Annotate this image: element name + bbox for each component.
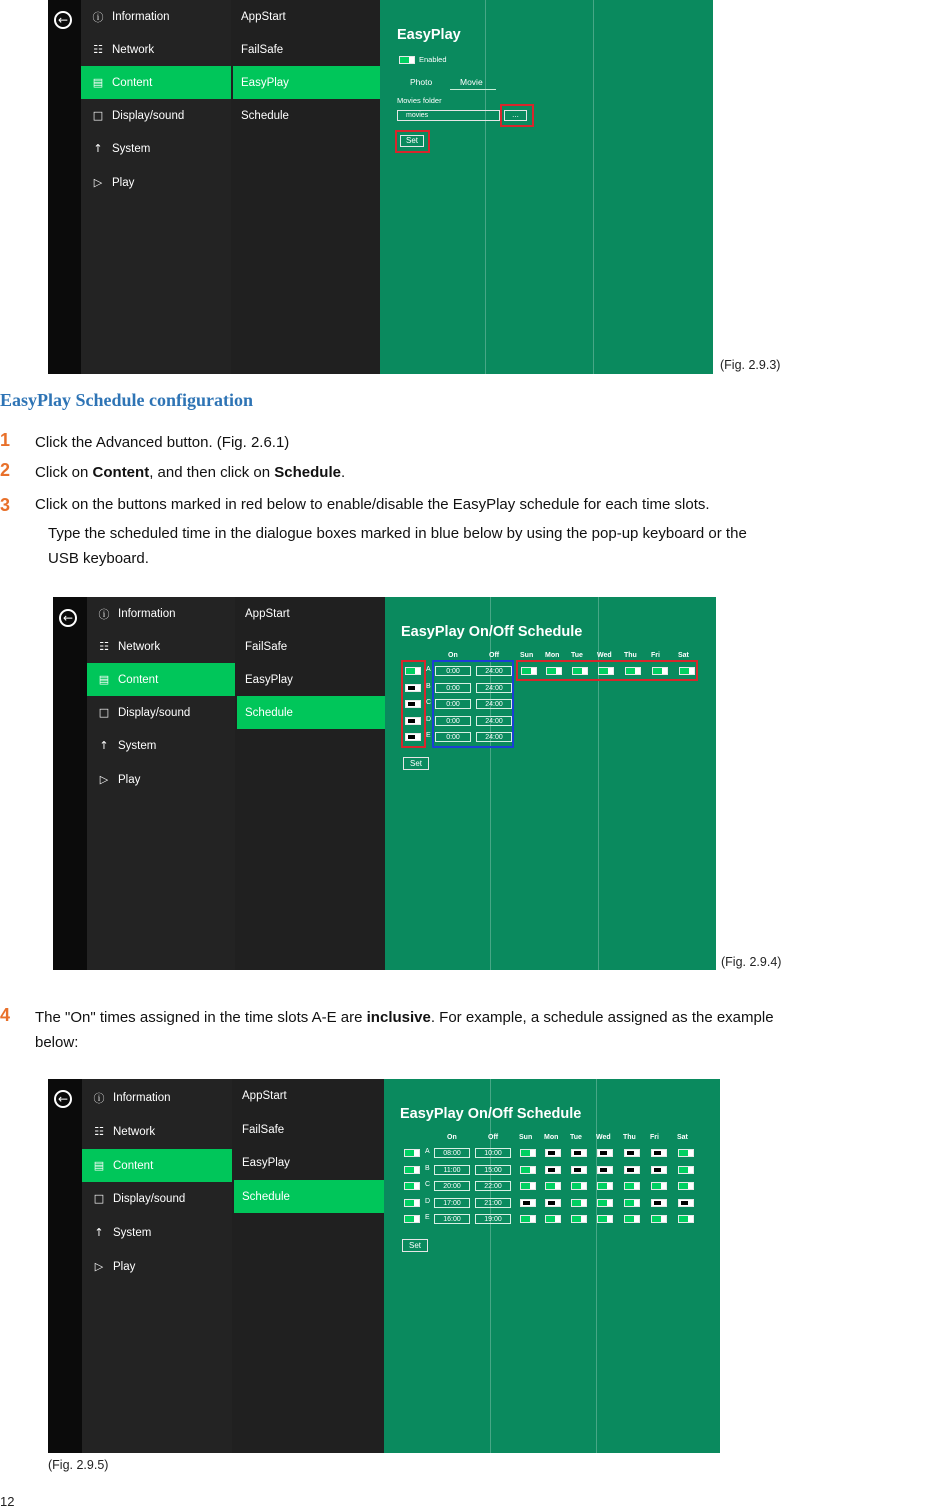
browse-highlight xyxy=(500,104,534,127)
day-toggle-wed[interactable] xyxy=(597,1215,613,1223)
section-heading: EasyPlay Schedule configuration xyxy=(0,390,254,410)
day-toggle-wed[interactable] xyxy=(597,1166,613,1174)
header-fri: Fri xyxy=(651,652,660,659)
main-menu xyxy=(81,0,231,374)
schedule-panel xyxy=(384,1079,720,1453)
day-toggle-sun[interactable] xyxy=(520,1149,536,1157)
menu-item-information[interactable]: ⓘ Information xyxy=(92,10,170,24)
on-time-input[interactable]: 0:00 xyxy=(435,683,471,693)
submenu-failsafe[interactable]: FailSafe xyxy=(245,640,288,653)
figure-schedule-default xyxy=(53,597,716,970)
back-arrow-icon[interactable]: ← xyxy=(54,11,72,29)
header-fri: Fri xyxy=(650,1134,659,1141)
play-icon: ▷ xyxy=(93,176,103,189)
step-text xyxy=(35,464,345,481)
submenu-appstart[interactable]: AppStart xyxy=(242,1089,287,1102)
day-toggle-fri[interactable] xyxy=(651,1182,667,1190)
left-bar xyxy=(48,0,81,374)
figure-easyplay-screenshot xyxy=(48,0,713,374)
slot-toggle-b[interactable] xyxy=(404,1166,420,1174)
step-number: 1 xyxy=(0,430,11,450)
figure-caption: (Fig. 2.9.3) xyxy=(720,358,781,372)
day-toggle-sat[interactable] xyxy=(678,1199,694,1207)
menu-item-content[interactable]: ▤ Content xyxy=(82,1149,232,1182)
play-icon: ▷ xyxy=(94,1260,104,1273)
set-button[interactable]: Set xyxy=(403,757,429,770)
slot-label-a: A xyxy=(426,666,431,673)
header-wed: Wed xyxy=(596,1134,611,1141)
bold-term: Content xyxy=(92,464,150,481)
day-toggle-sun[interactable] xyxy=(520,1166,536,1174)
day-toggle-thu[interactable] xyxy=(624,1149,640,1157)
menu-item-play[interactable]: ▷ Play xyxy=(81,166,231,199)
folder-input[interactable]: movies xyxy=(397,110,500,121)
network-icon: ☷ xyxy=(94,1125,104,1138)
on-time-input[interactable]: 0:00 xyxy=(435,666,471,676)
header-tue: Tue xyxy=(571,652,583,659)
off-time-input[interactable]: 24:00 xyxy=(476,716,512,726)
day-toggle-fri[interactable] xyxy=(651,1149,667,1157)
system-icon: ↑ xyxy=(94,1226,104,1239)
step-text xyxy=(35,434,289,451)
text-run: Click on the buttons marked in red below to enable/disable the EasyPlay schedule for each time slots. xyxy=(35,496,710,513)
info-icon: ⓘ xyxy=(93,1091,105,1105)
main-menu xyxy=(87,597,235,970)
header-off: Off xyxy=(488,1134,499,1141)
slot-label-b: B xyxy=(425,1164,430,1172)
header-mon: Mon xyxy=(545,652,560,659)
slot-label-d: D xyxy=(426,715,432,723)
header-sat: Sat xyxy=(678,652,689,659)
day-toggle-sat[interactable] xyxy=(678,1215,694,1223)
menu-item-system[interactable]: ↑ System xyxy=(82,1216,232,1249)
info-icon: ⓘ xyxy=(92,10,104,24)
content-icon: ▤ xyxy=(92,76,104,89)
day-toggle-mon[interactable] xyxy=(545,1215,561,1223)
day-toggle-mon[interactable] xyxy=(545,1199,561,1207)
main-menu xyxy=(82,1079,232,1453)
submenu-appstart[interactable]: AppStart xyxy=(241,10,286,23)
network-icon: ☷ xyxy=(99,640,109,653)
slot-label-d: D xyxy=(425,1197,431,1205)
day-toggle-sat[interactable] xyxy=(678,1149,694,1157)
day-toggle-tue[interactable] xyxy=(571,1182,587,1190)
figure-caption: (Fig. 2.9.5) xyxy=(48,1458,109,1472)
off-time-input[interactable]: 24:00 xyxy=(476,732,512,742)
system-icon: ↑ xyxy=(99,739,109,752)
display-icon: □ xyxy=(92,109,104,122)
text-run: Click on xyxy=(35,464,93,481)
slot-label-c: C xyxy=(426,699,432,706)
menu-item-display-sound[interactable]: □ Display/sound xyxy=(93,1192,186,1205)
menu-item-display-sound[interactable]: □ Display/sound xyxy=(92,109,185,122)
menu-item-network[interactable]: ☷ Network xyxy=(82,1115,232,1148)
off-time-input[interactable]: 21:00 xyxy=(475,1198,511,1208)
menu-item-information[interactable]: ⓘ Information xyxy=(93,1091,171,1105)
menu-item-information[interactable]: ⓘ Information xyxy=(98,607,176,621)
menu-item-network[interactable]: ☷ Network xyxy=(81,33,231,66)
day-toggle-sun[interactable] xyxy=(520,1182,536,1190)
day-toggle-sat[interactable] xyxy=(678,1182,694,1190)
step-text-continued: Type the scheduled time in the dialogue boxes marked in blue below by using the pop-up keyboard or the xyxy=(48,525,747,542)
off-time-input[interactable]: 24:00 xyxy=(476,666,512,676)
day-toggle-fri[interactable] xyxy=(651,1215,667,1223)
text-run: Click the Advanced button. (Fig. 2.6.1) xyxy=(35,434,290,451)
header-mon: Mon xyxy=(544,1134,559,1141)
menu-item-system[interactable]: ↑ System xyxy=(81,132,231,165)
slot-toggle-a[interactable] xyxy=(404,1149,420,1157)
step-number: 4 xyxy=(0,1005,11,1025)
off-time-input[interactable]: 10:00 xyxy=(475,1148,511,1158)
slot-label-b: B xyxy=(426,682,431,690)
day-toggle-thu[interactable] xyxy=(624,1166,640,1174)
bold-term: inclusive xyxy=(366,1009,431,1026)
left-bar xyxy=(48,1079,82,1453)
on-time-input[interactable]: 16:00 xyxy=(434,1214,470,1224)
figure-caption: (Fig. 2.9.4) xyxy=(721,955,782,969)
step-text xyxy=(35,1009,774,1026)
off-time-input[interactable]: 22:00 xyxy=(475,1181,511,1191)
header-on: On xyxy=(448,652,458,659)
day-toggle-wed[interactable] xyxy=(597,1149,613,1157)
submenu-easyplay[interactable]: EasyPlay xyxy=(233,66,380,99)
tab-photo[interactable]: Photo xyxy=(410,77,433,87)
header-thu: Thu xyxy=(623,1134,636,1141)
menu-item-display-sound[interactable]: □ Display/sound xyxy=(98,706,191,719)
submenu-failsafe[interactable]: FailSafe xyxy=(242,1123,285,1136)
panel-title: EasyPlay On/Off Schedule xyxy=(401,624,583,640)
menu-item-content[interactable]: ▤ Content xyxy=(87,663,235,696)
slot-label-a: A xyxy=(425,1148,430,1155)
text-run: The "On" times assigned in the time slots A-E are xyxy=(35,1009,367,1026)
menu-item-play[interactable]: ▷ Play xyxy=(82,1250,232,1283)
figure-schedule-example xyxy=(48,1079,720,1453)
submenu-easyplay[interactable]: EasyPlay xyxy=(242,1156,290,1169)
menu-item-play[interactable]: ▷ Play xyxy=(87,763,235,796)
day-toggle-tue[interactable] xyxy=(571,1199,587,1207)
slot-toggle-d[interactable] xyxy=(404,1199,420,1207)
day-toggle-thu[interactable] xyxy=(624,1182,640,1190)
enabled-label: Enabled xyxy=(419,55,447,64)
header-tue: Tue xyxy=(570,1134,582,1141)
header-sun: Sun xyxy=(520,652,534,659)
day-toggle-wed[interactable] xyxy=(597,1182,613,1190)
slot-label-e: E xyxy=(425,1214,430,1221)
header-on: On xyxy=(447,1134,457,1141)
day-toggle-sat[interactable] xyxy=(678,1166,694,1174)
slot-label-c: C xyxy=(425,1181,431,1188)
text-run: , and then click on xyxy=(149,464,275,481)
header-off: Off xyxy=(489,652,500,659)
text-run: . For example, a schedule assigned as the example xyxy=(430,1009,774,1026)
on-time-input[interactable]: 20:00 xyxy=(434,1181,470,1191)
slot-label-e: E xyxy=(426,732,431,739)
day-toggles-highlight xyxy=(516,660,698,681)
schedule-panel xyxy=(385,597,716,970)
panel-title: EasyPlay On/Off Schedule xyxy=(400,1106,582,1122)
set-button[interactable]: Set xyxy=(400,135,424,147)
display-icon: □ xyxy=(93,1192,105,1205)
panel-title: EasyPlay xyxy=(397,27,461,43)
day-toggle-sun[interactable] xyxy=(520,1215,536,1223)
header-sat: Sat xyxy=(677,1134,688,1141)
tab-movie[interactable]: Movie xyxy=(460,77,483,87)
submenu-schedule[interactable]: Schedule xyxy=(234,1180,384,1213)
off-time-input[interactable]: 24:00 xyxy=(476,683,512,693)
on-time-input[interactable]: 11:00 xyxy=(434,1165,470,1175)
on-time-input[interactable]: 08:00 xyxy=(434,1148,470,1158)
menu-item-network[interactable]: ☷ Network xyxy=(87,630,235,663)
day-toggle-tue[interactable] xyxy=(571,1149,587,1157)
easyplay-panel xyxy=(380,0,713,374)
tab-movie-underline xyxy=(450,89,496,90)
on-time-input[interactable]: 0:00 xyxy=(435,732,471,742)
submenu-failsafe[interactable]: FailSafe xyxy=(241,43,284,56)
left-bar xyxy=(53,597,87,970)
off-time-input[interactable]: 24:00 xyxy=(476,699,512,709)
day-toggle-sun[interactable] xyxy=(520,1199,536,1207)
on-time-input[interactable]: 0:00 xyxy=(435,699,471,709)
content-icon: ▤ xyxy=(93,1159,105,1172)
time-inputs-highlight xyxy=(432,660,514,748)
day-toggle-fri[interactable] xyxy=(651,1199,667,1207)
on-time-input[interactable]: 17:00 xyxy=(434,1198,470,1208)
bold-term: Schedule xyxy=(274,464,341,481)
play-icon: ▷ xyxy=(99,773,109,786)
day-toggle-tue[interactable] xyxy=(571,1215,587,1223)
step-text-continued: below: xyxy=(35,1034,79,1051)
header-wed: Wed xyxy=(597,652,612,659)
off-time-input[interactable]: 15:00 xyxy=(475,1165,511,1175)
day-toggle-mon[interactable] xyxy=(545,1182,561,1190)
content-icon: ▤ xyxy=(98,673,110,686)
day-toggle-mon[interactable] xyxy=(545,1149,561,1157)
text-run: . xyxy=(340,464,346,481)
header-thu: Thu xyxy=(624,652,637,659)
slot-toggle-e[interactable] xyxy=(404,1215,420,1223)
info-icon: ⓘ xyxy=(98,607,110,621)
slot-toggles-highlight xyxy=(401,660,426,748)
system-icon: ↑ xyxy=(93,142,103,155)
set-highlight xyxy=(395,130,430,153)
network-icon: ☷ xyxy=(93,43,103,56)
on-time-input[interactable]: 0:00 xyxy=(435,716,471,726)
day-toggle-mon[interactable] xyxy=(545,1166,561,1174)
folder-label: Movies folder xyxy=(397,96,442,105)
back-arrow-icon[interactable]: ← xyxy=(54,1090,72,1108)
step-text xyxy=(35,496,710,513)
day-toggle-wed[interactable] xyxy=(597,1199,613,1207)
day-toggle-thu[interactable] xyxy=(624,1199,640,1207)
menu-item-content[interactable]: ▤ Content xyxy=(81,66,231,99)
set-button[interactable]: Set xyxy=(402,1239,428,1252)
day-toggle-fri[interactable] xyxy=(651,1166,667,1174)
day-toggle-thu[interactable] xyxy=(624,1215,640,1223)
day-toggle-tue[interactable] xyxy=(571,1166,587,1174)
step-text-continued: USB keyboard. xyxy=(48,550,149,567)
off-time-input[interactable]: 19:00 xyxy=(475,1214,511,1224)
browse-button[interactable]: ... xyxy=(504,110,527,121)
submenu-schedule[interactable]: Schedule xyxy=(237,696,385,729)
page-number: 12 xyxy=(0,1494,15,1509)
submenu-schedule[interactable]: Schedule xyxy=(241,109,289,122)
slot-toggle-c[interactable] xyxy=(404,1182,420,1190)
header-sun: Sun xyxy=(519,1134,533,1141)
step-number: 3 xyxy=(0,495,11,515)
step-number: 2 xyxy=(0,460,11,480)
menu-item-system[interactable]: ↑ System xyxy=(87,729,235,762)
display-icon: □ xyxy=(98,706,110,719)
enabled-toggle[interactable] xyxy=(399,56,415,64)
submenu-appstart[interactable]: AppStart xyxy=(245,607,290,620)
back-arrow-icon[interactable]: ← xyxy=(59,609,77,627)
submenu-easyplay[interactable]: EasyPlay xyxy=(245,673,293,686)
